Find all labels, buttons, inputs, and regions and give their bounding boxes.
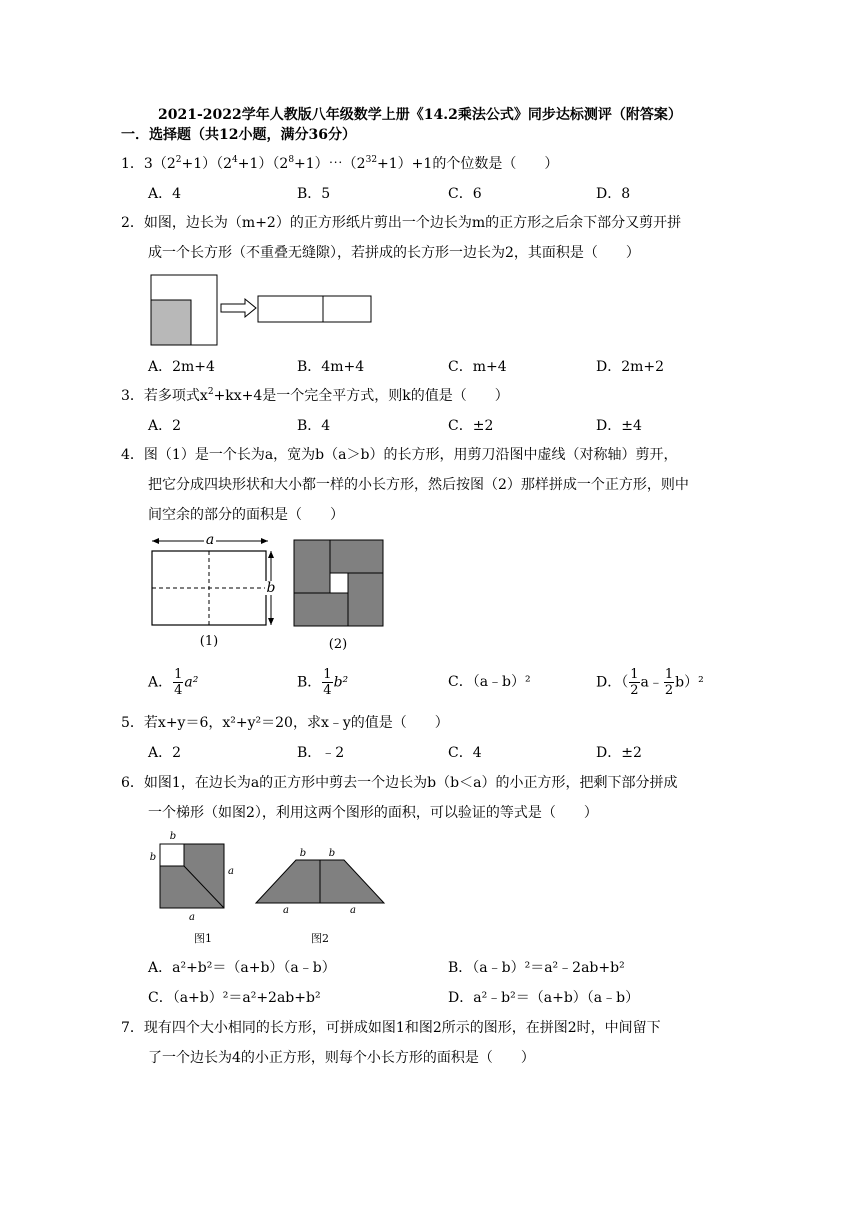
q3-option-b: B．4 <box>297 418 331 434</box>
center-square <box>330 573 348 593</box>
q4-figure-2 <box>292 538 388 652</box>
caption-1: (1) <box>199 634 219 649</box>
q3-option-d: D．±4 <box>596 418 642 434</box>
arrow-right-icon <box>221 299 256 317</box>
svg-text:b: b <box>169 831 177 842</box>
svg-text:a: a <box>189 912 195 923</box>
svg-text:a: a <box>283 905 289 916</box>
label-a: a <box>205 532 215 548</box>
q2-option-a: A．2m+4 <box>148 359 215 375</box>
question-4-line-3: 间空余的部分的面积是（ ） <box>148 507 344 523</box>
q6-option-d: D．a²﹣b²＝（a+b）（a﹣b） <box>448 990 640 1006</box>
question-2-line-1: 2．如图，边长为（m+2）的正方形纸片剪出一个边长为m的正方形之后余下部分又剪开拼 <box>121 215 682 231</box>
question-5: 5．若x+y＝6，x²+y²＝20，求x﹣y的值是（ ） <box>121 715 449 731</box>
q3-option-a: A．2 <box>148 418 182 434</box>
q2-option-d: D．2m+2 <box>596 359 665 375</box>
result-rectangle <box>258 296 371 322</box>
q6-option-a: A．a²+b²＝（a+b）（a﹣b） <box>148 960 336 976</box>
q4-figure-1 <box>148 533 288 651</box>
q2-option-c: C．m+4 <box>448 359 507 375</box>
q5-option-a: A．2 <box>148 745 182 761</box>
label-b: b <box>266 580 276 596</box>
question-6-line-1: 6．如图1，在边长为a的正方形中剪去一个边长为b（b＜a）的小正方形，把剩下部分拼成 <box>121 775 678 791</box>
page-title: 2021-2022学年人教版八年级数学上册《14.2乘法公式》同步达标测评（附答案） <box>158 107 682 123</box>
q5-option-d: D．±2 <box>596 745 642 761</box>
svg-text:a: a <box>350 905 356 916</box>
question-4-line-1: 4．图（1）是一个长为a，宽为b（a＞b）的长方形，用剪刀沿图中虚线（对称轴）剪开， <box>121 447 678 463</box>
inner-square <box>151 300 191 345</box>
q6-option-c: C．（a+b）²＝a²+2ab+b² <box>148 990 321 1006</box>
section-heading: 一．选择题（共12小题，满分36分） <box>121 127 356 143</box>
caption-fig1: 图1 <box>194 932 212 945</box>
question-7-line-2: 了一个边长为4的小正方形，则每个小长方形的面积是（ ） <box>148 1050 535 1066</box>
q4-option-b: B． $\frac{1}{4}$ b² <box>297 667 349 698</box>
q4-option-a: A． $\frac{1}{4}$ a² <box>148 667 199 698</box>
q5-option-b: B．﹣2 <box>297 745 345 761</box>
caption-2: (2) <box>328 637 348 652</box>
q4-option-d: D．（ $\frac{1}{2}$ a﹣ $\frac{1}{2}$ b）² <box>596 667 704 698</box>
question-7-line-1: 7．现有四个大小相同的长方形，可拼成如图1和图2所示的图形，在拼图2时，中间留下 <box>121 1020 661 1036</box>
q3-option-c: C．±2 <box>448 418 494 434</box>
svg-text:b: b <box>299 848 307 859</box>
q5-option-c: C．4 <box>448 745 482 761</box>
caption-fig2: 图2 <box>311 932 329 945</box>
q1-option-c: C．6 <box>448 186 482 202</box>
svg-text:b: b <box>328 848 336 859</box>
q1-option-a: A．4 <box>148 186 182 202</box>
svg-text:a: a <box>228 866 234 877</box>
q2-figure <box>150 274 375 346</box>
q6-option-b: B．（a﹣b）²＝a²﹣2ab+b² <box>448 960 625 976</box>
question-3: 3．若多项式$x^2+kx+4$是一个完全平方式，则k的值是（ ） <box>121 387 509 404</box>
q4-option-c: C．（a﹣b）² <box>448 674 531 690</box>
q1-option-d: D．8 <box>596 186 631 202</box>
question-6-line-2: 一个梯形（如图2），利用这两个图形的面积，可以验证的等式是（ ） <box>148 805 598 821</box>
question-1: 1．$3(2^2+1)(2^4+1)(2^8+1)\cdots(2^{32}+1)+1$的个位数是（ ） <box>121 155 559 172</box>
svg-text:b: b <box>149 852 157 863</box>
question-4-line-2: 把它分成四块形状和大小都一样的小长方形，然后按图（2）那样拼成一个正方形，则中 <box>148 477 689 493</box>
cut-square <box>160 844 184 866</box>
q2-option-b: B．4m+4 <box>297 359 365 375</box>
q1-option-b: B．5 <box>297 186 331 202</box>
question-2-line-2: 成一个长方形（不重叠无缝隙），若拼成的长方形一边长为2，其面积是（ ） <box>148 245 640 261</box>
q6-figure-2 <box>252 842 392 948</box>
q6-figure-1 <box>148 830 248 948</box>
